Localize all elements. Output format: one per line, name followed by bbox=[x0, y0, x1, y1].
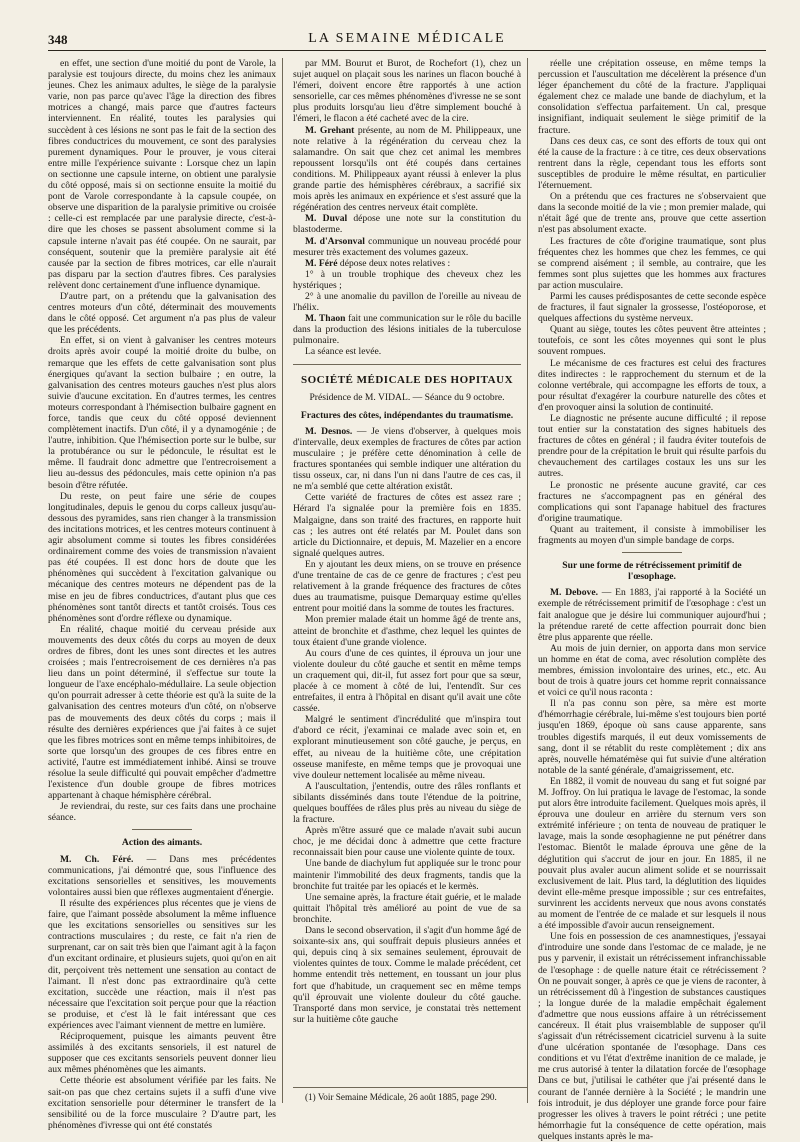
paragraph: Dans ces deux cas, ce sont des efforts de toux qui ont été la cause de la fracture : à ce titre, ces deux observations rentrent dans la règle, cependant tous les efforts sont susceptibles de produire le même résultat, en particulier l'éternuement. bbox=[538, 135, 766, 192]
paragraph: Une semaine après, la fracture était guérie, et le malade quittait l'hôpital très amélioré au point de vue de sa bronchite. bbox=[293, 891, 521, 925]
paragraph: En effet, si on vient à galvaniser les centres moteurs droits après avoir coupé la moitié droite du bulbe, on remarque que les effets de cette galvanisation sont plus énergiques qu'avant la section bulbaire ; en outre, la galvanisation des centres moteurs gauches n'est plus alors suivie d'aucune excitation. En d'autres termes, les centres moteurs correspondant à l'hémisection bulbaire gagnent en force, tandis que ceux du côté opposé deviennent complètement inactifs. D'un côté, il y a dynamogénie ; de l'autre, inhibition. Que l'hémisection porte sur le bulbe, sur la protubérance ou sur le pédoncule, le résultat est le même. Il faudrait donc admettre que l'entrecroisement a lieu au-dessus des pédoncules, mais cette opinion n'a pas besoin d'être réfutée. bbox=[48, 335, 276, 491]
paragraph: En 1882, il vomit de nouveau du sang et fut soigné par M. Joffroy. On lui pratiqua le lavage de l'estomac, la sonde put alors être introduite facilement. Quelques mois après, il éprouva une douleur en arrière du sternum vers son extrémité inférieure ; on tenta de nouveau de pratiquer le lavage, mais la sonde œsophagienne ne put pénétrer dans l'estomac. Bientôt le malade éprouva une gêne de la déglutition qui s'accrut de jour en jour. En 1885, il ne pouvait plus avaler aucun aliment solide et se nourrissait exclusivement de lait. Plus tard, la déglutition des liquides devint elle-même presque impossible ; sur ces entrefaites, survinrent les accidents nerveux que nous avons constatés au moment de l'entrée de ce malade et sur lesquels il nous a été impossible d'avoir aucun renseignement. bbox=[538, 775, 766, 932]
paragraph bbox=[293, 236, 521, 258]
paragraph: Cette variété de fractures de côtes est assez rare ; Hérard l'a signalée pour la première fois en 1835. Malgaigne, dans son traité des fractures, en rapporte huit cas ; les autres ont été relatés par M. Poulet dans son article du Dictionnaire, et depuis, M. Mazelier en a encore signalé quelques autres. bbox=[293, 492, 521, 559]
speaker-name: M. Grehant bbox=[305, 124, 355, 136]
paragraph bbox=[293, 258, 521, 269]
paragraph: En réalité, chaque moitié du cerveau préside aux mouvements des deux côtés du corps au moyen de deux ordres de fibres, dont les unes sont directes et les autres croisées ; mais l'entrecroisement de ces dernières n'a pas lieu dans un point déterminé, il s'effectue sur toute la longueur de l'axe encéphalo-médullaire. La seule objection qu'on pourrait adresser à cette théorie est qu'à la suite de la galvanisation des centres moteurs d'un côté, on n'observe pas de mouvements des deux côtés du corps ; mais il résulte des dernières expériences que j'ai faites à ce sujet que les fibres motrices sont en même temps inhibitoires, de sorte que lorsqu'un des groupes de ces fibres entre en activité, l'autre est immédiatement inhibé. Ainsi se trouve résolue la seule difficulté qui pouvait empêcher d'admettre l'existence d'un double groupe de fibres motrices appartenant à chaque hémisphère cérébral. bbox=[48, 623, 276, 802]
footnote bbox=[293, 1087, 527, 1103]
section-heading-retrecissement: Sur une forme de rétrécissement primitif de l'œsophage. bbox=[562, 560, 742, 583]
column-3 bbox=[538, 58, 766, 1142]
paragraph bbox=[48, 854, 276, 898]
paragraph: en effet, une section d'une moitié du pont de Varole, la paralysie est toujours directe, du moins chez les animaux jeunes. Chez les animaux adultes, le siège de la paralysie varie, non pas parce qu'avec l'âge la direction des fibres motrices a changé, mais parce que d'autres facteurs interviennent. En réalité, toutes les paralysies qui succèdent à ces lésions ne sont pas le fait de la section des fibres conductrices du mouvement, ce sont des paralysies purement dynamiques. Pour le prouver, je vous citerai entre mille l'expérience suivante : Lorsque chez un lapin on sectionne une capsule interne, on obtient une paralysie du côté opposé, mais si on sectionne ensuite la moitié du pont de Varole correspondante à la capsule coupée, on observe une disparition de la paralysie primitive ou croisée : celle-ci est remplacée par une paralysie directe, c'est-à-dire que les choses se passent absolument comme si la capsule interne n'avait pas été coupée. On ne saurait, par conséquent, soutenir que la première paralysie ait été causée par la section de fibres motrices, car elle n'aurait pas disparu par la section d'autres fibres. Ces paralysies relèvent donc certainement d'une influence dynamique. bbox=[48, 58, 276, 291]
paragraph: Une bande de diachylum fut appliquée sur le tronc pour maintenir l'immobilité des deux fragments, tandis que la bronchite fut traitée par les opiacés et le kermès. bbox=[293, 858, 521, 892]
paragraph bbox=[293, 213, 521, 235]
speaker-name: M. Ch. Féré. bbox=[60, 853, 134, 865]
speaker-name: M. Thaon bbox=[305, 313, 346, 325]
paragraph: Il résulte des expériences plus récentes que je viens de faire, que l'aimant possède absolument la même influence que les excitations sensorielles ou sensitives sur les contractions musculaires ; du reste, ce fait n'a rien de surprenant, car on sait très bien que l'aimant agit à la façon d'un excitant ordinaire, et plusieurs sujets, quoi qu'on en ait dit, perçoivent très nettement une sensation au contact de l'aimant. Il n'est donc pas extraordinaire qu'à cette excitation, succède une réaction, mais il n'est pas nécessaire que l'excitation soit perçue pour que la réaction se produise, et c'est là le fait intéressant que ces expériences avec l'aimant viennent de mettre en lumière. bbox=[48, 897, 276, 1031]
paragraph: Je reviendrai, du reste, sur ces faits dans une prochaine séance. bbox=[48, 801, 276, 824]
paragraph: A l'auscultation, j'entendis, outre des râles ronflants et sibilants disséminés dans toute l'étendue de la poitrine, quelques bouffées de râles plus près au niveau du siège de la fracture. bbox=[293, 780, 521, 826]
paragraph-text: dépose deux notes relatives : bbox=[339, 257, 451, 269]
paragraph bbox=[293, 426, 521, 493]
presidence-line: Présidence de M. VIDAL. — Séance du 9 octobre. bbox=[309, 391, 505, 403]
paragraph: Le mécanisme de ces fractures est celui des fractures dites indirectes : le rapprochement du sternum et de la colonne vertébrale, qui accompagne les efforts de toux, a pour résultat d'exagérer la courbure naturelle des côtes et d'en provoquer ainsi la solution de continuité. bbox=[538, 357, 766, 413]
paragraph: On a prétendu que ces fractures ne s'observaient que dans la seconde moitié de la vie ; mon premier malade, qui n'était âgé que de trente ans, prouve que cette assertion n'est pas absolument exacte. bbox=[538, 191, 766, 236]
paragraph: Le pronostic ne présente aucune gravité, car ces fractures ne s'accompagnent pas en général des complications qui sont l'apanage habituel des fractures d'origine traumatique. bbox=[538, 479, 766, 524]
paragraph bbox=[293, 125, 521, 214]
paragraph-text: communique un nouveau procédé pour mesurer très exactement des volumes gazeux. bbox=[293, 235, 521, 258]
paragraph bbox=[538, 587, 766, 642]
speaker-name: M. Duval bbox=[305, 213, 348, 225]
column-2 bbox=[293, 58, 528, 1103]
paragraph bbox=[293, 313, 521, 346]
section-heading-aimants: Action des aimants. bbox=[121, 837, 203, 849]
paragraph: Au cours d'une de ces quintes, il éprouva un jour une violente douleur du côté gauche et sentit en même temps un craquement qui, dit-il, fut assez fort pour que sa sœur, placée à ce moment à côté de lui, l'entendît. Sur ces entrefaites, il entra à l'hôpital en disant qu'il avait une côte cassée. bbox=[293, 647, 521, 715]
journal-page bbox=[48, 28, 766, 1142]
paragraph: En y ajoutant les deux miens, on se trouve en présence d'une trentaine de cas de ce genre de fractures ; c'est peu relativement à la grande fréquence des fractures de côtes dues au traumatisme, puisque Demarquay estime qu'elles entrent pour moitié dans la somme de toutes les fractures. bbox=[293, 558, 521, 615]
divider bbox=[132, 829, 192, 830]
paragraph-text: fait une communication sur le rôle du bacille dans la production des lésions initiales de la tuberculose pulmonaire. bbox=[293, 313, 521, 347]
page-number: 348 bbox=[48, 32, 68, 47]
paragraph: Mon premier malade était un homme âgé de trente ans, atteint de bronchite et d'asthme, chez lequel les quintes de toux étaient d'une grande violence. bbox=[293, 614, 521, 648]
section-heading-fractures: Fractures des côtes, indépendantes du traumatisme. bbox=[300, 409, 514, 421]
paragraph: Il n'a pas connu son père, sa mère est morte d'hémorrhagie cérébrale, lui-même s'est toujours bien porté jusqu'en 1869, époque où sans cause apparente, sans troubles digestifs marqués, il eut deux vomissements de sang, dont il se rétablit du reste complètement ; dix ans après, nouvelle hématémèse qui fut suivie d'une altération notable de la santé générale, d'amaigrissement, etc. bbox=[538, 698, 766, 776]
paragraph: Parmi les causes prédisposantes de cette seconde espèce de fractures, il faut signaler la grossesse, l'ostéoporose, et quelques affections du système nerveux. bbox=[538, 290, 766, 325]
journal-title: LA SEMAINE MÉDICALE bbox=[308, 31, 506, 46]
paragraph: Après m'être assuré que ce malade n'avait subi aucun choc, je me décidai donc à admettre que cette fracture reconnaissait bien pour cause une violente quinte de toux. bbox=[293, 825, 521, 859]
paragraph: Quant au traitement, il consiste à immobiliser les fragments au moyen d'un simple bandage de corps. bbox=[538, 523, 766, 547]
paragraph: Quant au siège, toutes les côtes peuvent être atteintes ; toutefois, ce sont les côtes moyennes qui sont le plus souvent rompues. bbox=[538, 324, 766, 358]
paragraph: Au mois de juin dernier, on apporta dans mon service un homme en état de coma, avec résolution complète des membres, émission involontaire des urines, etc., etc. Au bout de trois à quatre jours cet homme reprit connaissance et voici ce qu'il nous raconta : bbox=[538, 642, 766, 699]
paragraph: Le diagnostic ne présente aucune difficulté ; il repose tout entier sur la constatation des signes habituels des fractures de côtes en général ; il faudra éviter toutefois de prendre pour de la crépitation le bruit qui résulte parfois du chevauchement des cartilages costaux les uns sur les autres. bbox=[538, 413, 766, 480]
paragraph: par MM. Bourut et Burot, de Rochefort (1), chez un sujet auquel on plaçait sous les narines un flacon bouché à l'émeri, doivent encore être rapportés à une action sensorielle, car ces mêmes phénomènes d'ivresse ne se sont plus produits lorsqu'au lieu d'être simplement bouché à l'émeri, le flacon a été cacheté avec de la cire. bbox=[293, 58, 521, 125]
paragraph: Dans le second observation, il s'agit d'un homme âgé de soixante-six ans, qui souffrait depuis plusieurs années et qui, depuis cinq à six semaines seulement, éprouvait de violentes quintes de toux. Comme le malade précédent, cet homme entendit très nettement, en toussant un jour plus fort que d'habitude, un craquement sec en même temps qu'il éprouvait une violente douleur du côté gauche. Transporté dans mon service, je constatai très nettement sur la huitième côte gauche bbox=[293, 925, 521, 1025]
paragraph-text: — Je viens d'observer, à quelques mois d'intervalle, deux exemples de fractures de côtes par action musculaire ; je préfère cette dénomination à celle de fractures spontanées qui semble indiquer une altération du tissu osseux, car, ni dans l'un ni dans l'autre de ces cas, il ne m'a semblé que cette altération existât. bbox=[293, 425, 521, 493]
paragraph: Malgré le sentiment d'incrédulité que m'inspira tout d'abord ce récit, j'examinai ce malade avec soin et, en explorant minutieusement son côté gauche, je perçus, en effet, au niveau de la huitième côte, une crépitation osseuse manifeste, en même temps que je provoquai une vive douleur nettement localisée au même niveau. bbox=[293, 714, 521, 781]
society-title: SOCIÉTÉ MÉDICALE DES HOPITAUX bbox=[293, 364, 521, 386]
footnote-text: (1) Voir Semaine Médicale, 26 août 1885, page 290. bbox=[305, 1091, 497, 1102]
paragraph: 2° à une anomalie du pavillon de l'oreille au niveau de l'hélix. bbox=[293, 290, 521, 314]
speaker-name: M. Debove. bbox=[550, 587, 598, 599]
paragraph: 1° à un trouble trophique des cheveux chez les hystériques ; bbox=[293, 268, 521, 291]
paragraph-text: — Dans mes précédentes communications, j'ai démontré que, sous l'influence des excitations sensorielles et sensitives, les mouvements volontaires aussi bien que réflexes augmentaient d'énergie. bbox=[48, 853, 276, 898]
column-1 bbox=[48, 58, 283, 1131]
speaker-name: M. Desnos. bbox=[305, 425, 353, 437]
paragraph-text: dépose une note sur la constitution du blastoderme. bbox=[293, 213, 522, 236]
paragraph: réelle une crépitation osseuse, en même temps la percussion et l'auscultation me décelèrent la présence d'un léger épanchement du côté de la fracture. J'appliquai également chez ce malade une bande de diachylum, et la consolidation s'effectua parfaitement. Un cal, presque insignifiant, indiquait seulement le siège primitif de la fracture. bbox=[538, 58, 766, 136]
divider bbox=[622, 552, 682, 553]
page-header bbox=[48, 28, 766, 51]
text-columns bbox=[48, 58, 766, 1142]
paragraph: Du reste, on peut faire une série de coupes longitudinales, depuis le genou du corps calleux jusqu'au-dessous des pyramides, sans rien changer à la transmission des incitations motrices, et les centres moteurs continuent à agir absolument comme si toutes les fibres considérées ordinairement comme des voies de transmission n'avaient pas été coupées. Il est donc hors de doute que les phénomènes qui succèdent à l'excitation galvanique ou mécanique des centres moteurs ne dépendent pas de la mise en jeu de fibres conductrices, d'autant plus que ces phénomènes sont tantôt directs et tantôt croisés. Tous ces phénomènes sont d'ordre réflexe ou dynamique. bbox=[48, 490, 276, 624]
paragraph: Cette théorie est absolument vérifiée par les faits. Ne sait-on pas que chez certains sujets il a suffi d'une vive excitation sensorielle pour déterminer le transfert de la sensibilité ou de la force musculaire ? D'autre part, les phénomènes d'ivresse qui ont été constatés bbox=[48, 1075, 276, 1131]
paragraph: Une fois en possession de ces anamnestiques, j'essayai d'introduire une sonde dans l'estomac de ce malade, je ne pus y parvenir, il existait un rétrécissement infranchissable de l'œsophage : de quelle nature était ce rétrécissement ? On ne pouvait songer, à après ce que je viens de raconter, à un rétrécissement dû à l'ingestion de substances caustiques ; la longue durée de la maladie empêchait également d'admettre que nous eussions affaire à un rétrécissement cancéreux. Il était plus vraisemblable de supposer qu'il s'agissait d'un rétrécissement cicatriciel survenu à la suite d'une ulcération spontanée de l'œsophage. Dans ces conditions et vu l'état d'extrême inanition de ce malade, je me crus autorisé à tenter la dilatation forcée de l'œsophage Dans ce but, j'utilisai le cathéter que j'ai présenté dans le courant de l'année dernière à la Société ; le mandrin une fois introduit, je dus déployer une grande force pour faire progresser les olives à travers le point rétréci ; une petite hémorrhagie fut la conséquence de cette opération, mais quelques instants après le ma- bbox=[538, 931, 766, 1142]
paragraph: D'autre part, on a prétendu que la galvanisation des centres moteurs d'un côté, déterminait des mouvements dans le côté opposé. Cet argument n'a pas plus de valeur que les précédents. bbox=[48, 290, 276, 336]
paragraph: La séance est levée. bbox=[305, 346, 382, 358]
speaker-name: M. d'Arsonval bbox=[305, 235, 365, 247]
paragraph-text: présente, au nom de M. Philippeaux, une note relative à la régénération du cerveau chez la salamandre. On sait que chez cet animal les membres repoussent lorsqu'ils ont été coupés dans certaines conditions. M. Philippeaux ayant réussi à enlever la plus grande partie des hémisphères cérébraux, a sacrifié six mois après les animaux en expérience et s'est assuré que la régénération des centres nerveux était complète. bbox=[293, 124, 522, 214]
paragraph-text: — En 1883, j'ai rapporté à la Société un exemple de rétrécissement primitif de l'œsophage : c'est un fait analogue que je désire lui communiquer aujourd'hui ; la prétendue rareté de cette affection pourrait donc bien être plus apparente que réelle. bbox=[538, 587, 766, 643]
speaker-name: M. Féré bbox=[305, 257, 338, 269]
paragraph: Réciproquement, puisque les aimants peuvent être assimilés à des excitants sensoriels, il est naturel de supposer que ces excitants sensoriels peuvent donner lieu aux mêmes phénomènes que les aimants. bbox=[48, 1031, 276, 1076]
paragraph: Les fractures de côte d'origine traumatique, sont plus fréquentes chez les hommes que chez les femmes, ce qui se comprend aisément ; il semble, au contraire, que les femmes sont plus sujettes que les hommes aux fractures par action musculaire. bbox=[538, 235, 766, 291]
